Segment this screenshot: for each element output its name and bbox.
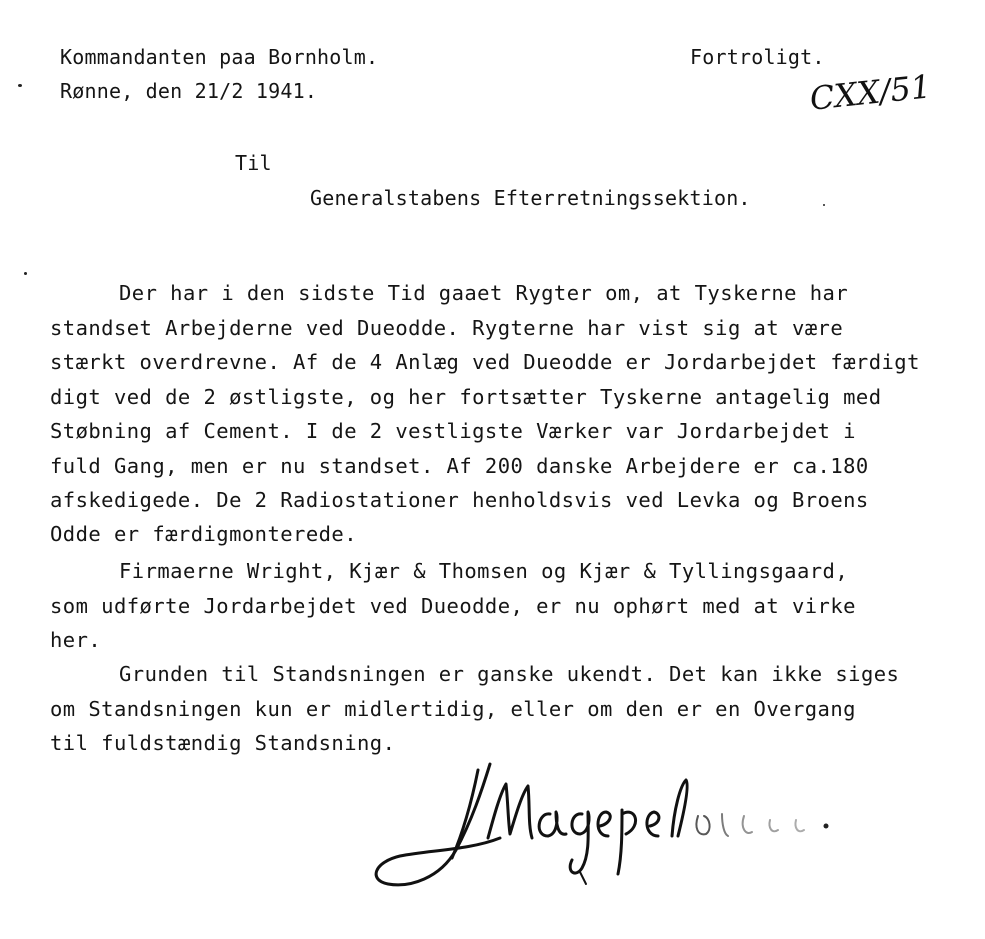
body-line-12: Grunden til Standsningen er ganske ukendt. Det kan ikke siges	[119, 662, 900, 686]
signature-image	[360, 750, 880, 910]
paper-speck	[823, 204, 825, 206]
recipient-line: Generalstabens Efterretningssektion.	[310, 186, 751, 210]
classification-label: Fortroligt.	[690, 45, 825, 69]
body-line-6: fuld Gang, men er nu standset. Af 200 danske Arbejdere er ca.180	[50, 454, 869, 478]
paper-speck	[18, 84, 22, 87]
body-line-2: standset Arbejderne ved Dueodde. Rygterne har vist sig at være	[50, 316, 844, 340]
body-line-14: til fuldstændig Standsning.	[50, 731, 396, 755]
body-line-10: som udførte Jordarbejdet ved Dueodde, er nu ophørt med at virke	[50, 594, 856, 618]
body-line-4: digt ved de 2 østligste, og her fortsætter Tyskerne antagelig med	[50, 385, 882, 409]
handwritten-reference: CXX/51	[808, 67, 933, 118]
body-line-13: om Standsningen kun er midlertidig, eller om den er en Overgang	[50, 697, 856, 721]
body-line-8: Odde er færdigmonterede.	[50, 522, 358, 546]
body-line-9: Firmaerne Wright, Kjær & Thomsen og Kjær & Tyllingsgaard,	[119, 559, 849, 583]
body-line-3: stærkt overdrevne. Af de 4 Anlæg ved Dueodde er Jordarbejdet færdigt	[50, 350, 920, 374]
to-label: Til	[235, 151, 272, 175]
body-line-5: Støbning af Cement. I de 2 vestligste Værker var Jordarbejdet i	[50, 419, 856, 443]
body-line-7: afskedigede. De 2 Radiostationer henholdsvis ved Levka og Broens	[50, 488, 869, 512]
body-line-1: Der har i den sidste Tid gaaet Rygter om, at Tyskerne har	[119, 281, 849, 305]
place-date-line: Rønne, den 21/2 1941.	[60, 79, 318, 103]
body-line-11: her.	[50, 628, 102, 652]
paper-speck	[24, 272, 27, 275]
sender-line: Kommandanten paa Bornholm.	[60, 45, 379, 69]
